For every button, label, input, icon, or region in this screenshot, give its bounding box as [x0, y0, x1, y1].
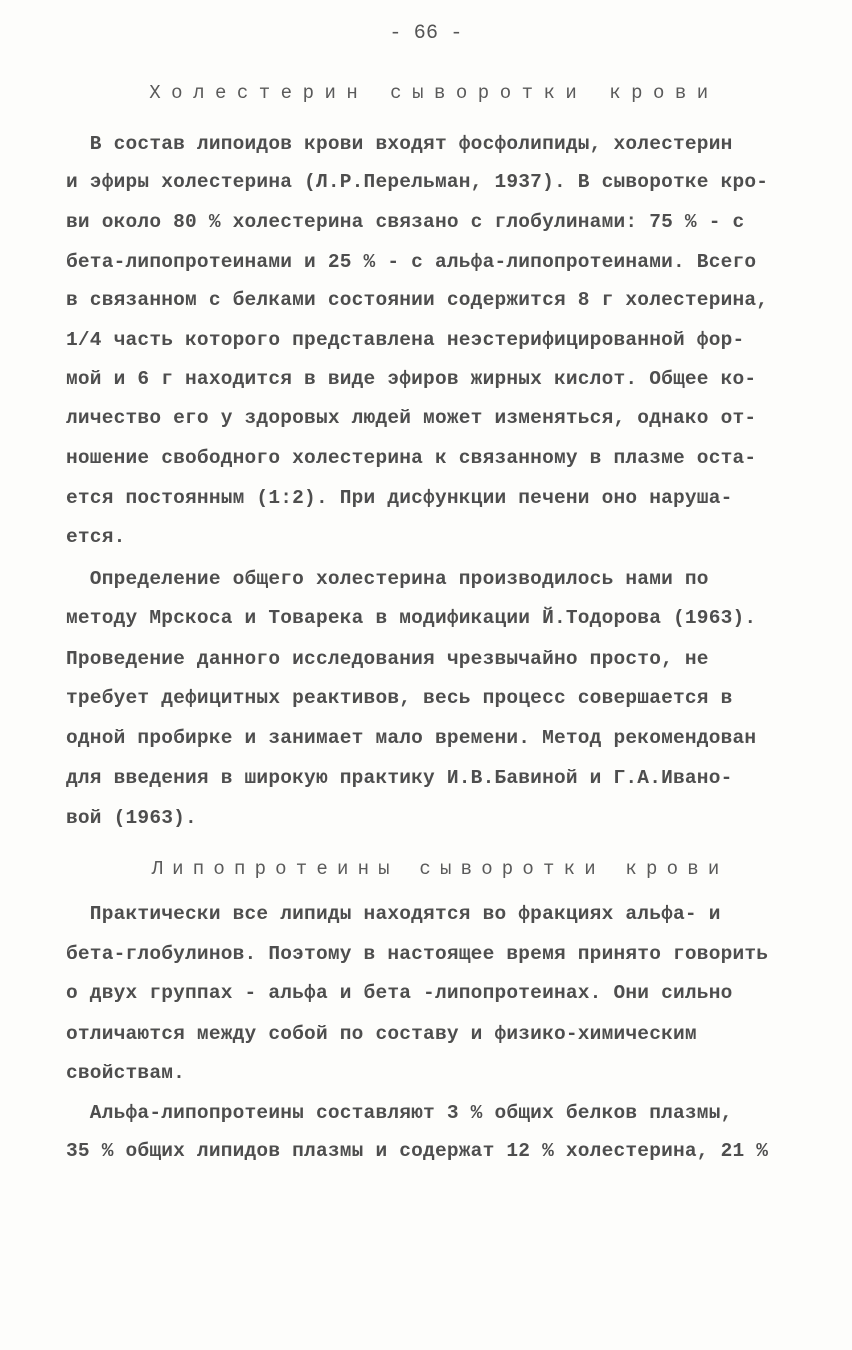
text-line: ношение свободного холестерина к связанному в плазме оста-	[66, 447, 757, 469]
text-line: ви около 80 % холестерина связано с глобулинами: 75 % - с	[66, 211, 745, 233]
text-line: Практически все липиды находятся во фракциях альфа- и	[66, 903, 721, 925]
text-line: требует дефицитных реактивов, весь процесс совершается в	[66, 687, 733, 709]
text-line: ется.	[66, 526, 126, 548]
text-line: свойствам.	[66, 1062, 186, 1084]
text-line: Альфа-липопротеины составляют 3 % общих белков плазмы,	[66, 1102, 733, 1124]
text-line: 1/4 часть которого представлена неэстерифицированной фор-	[66, 329, 745, 351]
text-line: бета-глобулинов. Поэтому в настоящее время принято говорить	[66, 943, 769, 965]
text-line: методу Мрскоса и Товарека в модификации Й.Тодорова (1963).	[66, 607, 757, 629]
text-line: одной пробирке и занимает мало времени. Метод рекомендован	[66, 727, 757, 749]
page-number: - 66 -	[389, 22, 463, 45]
text-line: для введения в широкую практику И.В.Бавиной и Г.А.Ивано-	[66, 767, 733, 789]
text-line: Проведение данного исследования чрезвычайно просто, не	[66, 648, 709, 670]
text-line: вой (1963).	[66, 807, 197, 829]
text-line: мой и 6 г находится в виде эфиров жирных кислот. Общее ко-	[66, 368, 757, 390]
text-line: отличаются между собой по составу и физико-химическим	[66, 1023, 697, 1045]
text-line: бета-липопротеинами и 25 % - с альфа-липопротеинами. Всего	[66, 251, 757, 273]
text-line: ется постоянным (1:2). При дисфункции печени оно наруша-	[66, 487, 733, 509]
section-heading-cholesterol: Холестерин сыворотки крови	[149, 82, 719, 104]
section-heading-lipoproteins: Липопротеины сыворотки крови	[151, 858, 729, 880]
text-line: Определение общего холестерина производилось нами по	[66, 568, 709, 590]
text-line: личество его у здоровых людей может изменяться, однако от-	[66, 407, 757, 429]
text-line: в связанном с белками состоянии содержится 8 г холестерина,	[66, 289, 769, 311]
text-line: и эфиры холестерина (Л.Р.Перельман, 1937). В сыворотке кро-	[66, 171, 769, 193]
text-line: 35 % общих липидов плазмы и содержат 12 % холестерина, 21 %	[66, 1140, 769, 1162]
text-line: о двух группах - альфа и бета -липопротеинах. Они сильно	[66, 982, 733, 1004]
text-line: В состав липоидов крови входят фосфолипиды, холестерин	[66, 133, 733, 155]
